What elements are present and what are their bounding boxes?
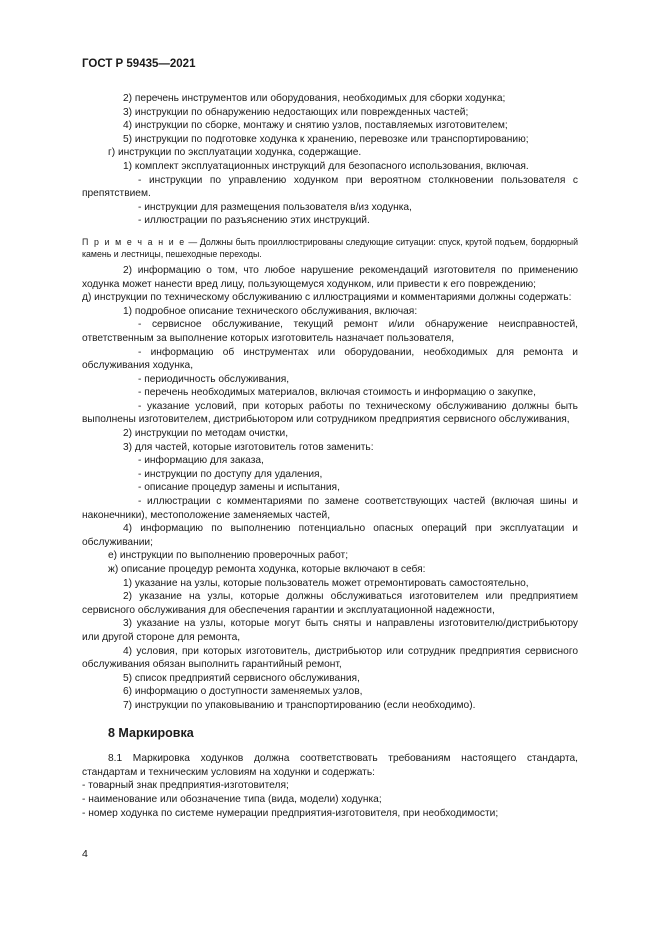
list-item: 6) информацию о доступности заменяемых узлов, (123, 686, 363, 698)
list-item: 1) подробное описание технического обслуживания, включая: (123, 305, 418, 317)
list-item: - наименование или обозначение типа (вида, модели) ходунка; (82, 793, 382, 805)
list-item: - иллюстрации с комментариями по замене соответствующих частей (включая шины и наконечники), местоположение заменяемых частей, (82, 496, 578, 521)
paragraph: 8.1 Маркировка ходунков должна соответствовать требованиям настоящего стандарта, стандартам и техническим условиям на ходунки и содержать: (82, 753, 578, 778)
list-item: 4) информацию по выполнению потенциально опасных операций при эксплуатации и обслуживании; (82, 523, 578, 548)
list-item: г) инструкции по эксплуатации ходунка, содержащие. (108, 147, 362, 159)
list-item: - указание условий, при которых работы по техническому обслуживанию должны быть выполнены изготовителем, дистрибьютором или сотрудником предприятия сервисного обслуживания, (82, 400, 578, 426)
list-item: 1) указание на узлы, которые пользователь может отремонтировать самостоятельно, (123, 577, 529, 589)
list-item: - инструкции по управлению ходунком при вероятном столкновении пользователя с препятствием. (82, 174, 578, 200)
list-item: - иллюстрации по разъяснению этих инструкций. (138, 215, 370, 227)
section-title: 8 Маркировка (108, 725, 194, 740)
list-item: 3) для частей, которые изготовитель готов заменить: (123, 441, 374, 453)
list-item: - периодичность обслуживания, (138, 373, 290, 385)
document-header: ГОСТ Р 59435—2021 (82, 58, 196, 70)
list-item: 1) комплект эксплуатационных инструкций для безопасного использования, включая. (123, 160, 529, 172)
list-item: - инструкции для размещения пользователя в/из ходунка, (138, 201, 412, 213)
list-item: - перечень необходимых материалов, включая стоимость и информацию о закупке, (138, 387, 536, 399)
note-label: П р и м е ч а н и е (82, 236, 186, 247)
document-body (82, 92, 578, 820)
list-item: 2) указание на узлы, которые должны обслуживаться изготовителем или предприятием сервисного обслуживания для обеспечения гарантии и эксплуатационной надежности, (82, 591, 578, 616)
list-item: - номер ходунка по системе нумерации предприятия-изготовителя, при необходимости; (82, 807, 499, 819)
list-item: 2) информацию о том, что любое нарушение рекомендаций изготовителя по применению ходунка может нанести вред лицу, пользующемуся ходунком, или привести к его повреждению; (82, 264, 578, 290)
list-item: - информацию об инструментах или оборудовании, необходимых для ремонта и обслуживания ходунка, (82, 346, 578, 372)
list-item: 2) инструкции по методам очистки, (123, 428, 289, 440)
list-item: - инструкции по доступу для удаления, (138, 468, 323, 480)
list-item: 3) указание на узлы, которые могут быть сняты и направлены изготовителю/дистрибьютору или другой стороне для ремонта, (82, 618, 578, 643)
list-item: 4) инструкции по сборке, монтажу и снятию узлов, поставляемых изготовителем; (123, 120, 508, 132)
list-item: - товарный знак предприятия-изготовителя; (82, 780, 289, 792)
list-item: ж) описание процедур ремонта ходунка, которые включают в себя: (108, 564, 426, 575)
list-item: 7) инструкции по упаковыванию и транспортированию (если необходимо). (123, 699, 476, 711)
list-item: - информацию для заказа, (138, 455, 264, 467)
list-item: 2) перечень инструментов или оборудования, необходимых для сборки ходунка; (123, 93, 506, 104)
list-item: 3) инструкции по обнаружению недостающих или поврежденных частей; (123, 106, 469, 118)
list-item: - описание процедур замены и испытания, (138, 482, 340, 494)
list-item: е) инструкции по выполнению проверочных работ; (108, 550, 349, 562)
note (82, 236, 578, 260)
list-item: - сервисное обслуживание, текущий ремонт и/или обнаружение неисправностей, ответственным за выполнение которых изготовитель назначает пользователя, (82, 319, 578, 344)
list-item: 5) список предприятий сервисного обслуживания, (123, 672, 360, 684)
list-item: 4) условия, при которых изготовитель, дистрибьютор или сотрудник предприятия сервисного обслуживания обязан выполнить гарантийный ремонт, (82, 645, 578, 671)
list-item: 5) инструкции по подготовке ходунка к хранению, перевозке или транспортированию; (123, 133, 529, 145)
note-text: — Должны быть проиллюстрированы следующие ситуации: спуск, крутой подъем, бордюрный камень и лестницы, пешеходные переходы. (82, 236, 578, 259)
list-item: д) инструкции по техническому обслуживанию с иллюстрациями и комментариями должны содержать: (82, 292, 572, 304)
page-number: 4 (82, 848, 88, 860)
